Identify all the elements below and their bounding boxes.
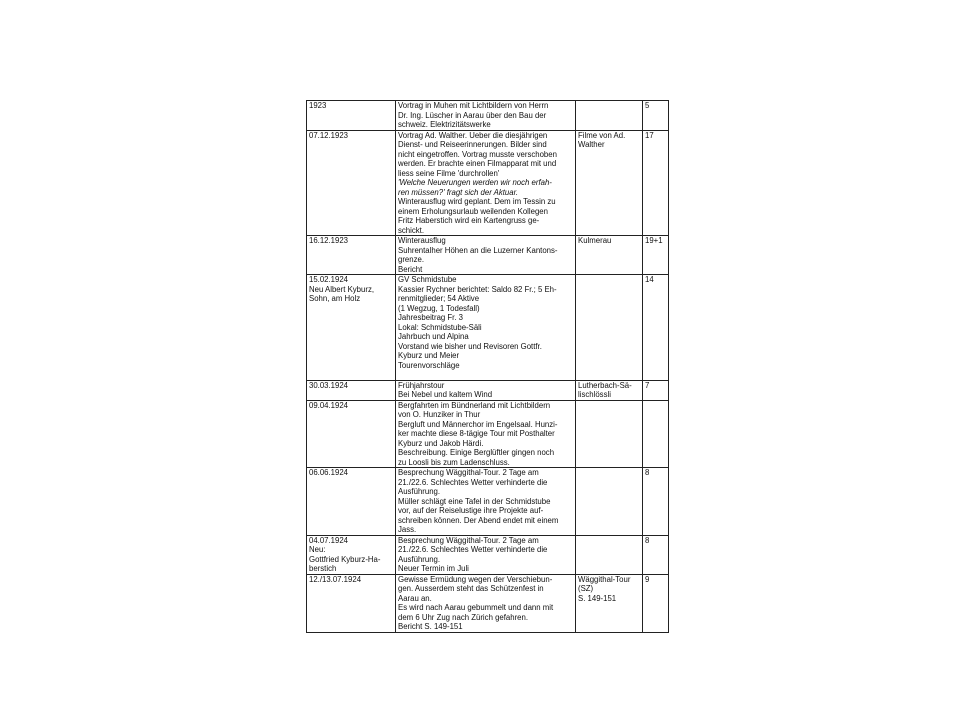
entry-text-line: Winterausflug wird geplant. Dem im Tessin zu <box>398 197 556 206</box>
entry-text-line: nicht eingetroffen. Vortrag musste verschoben <box>398 149 557 159</box>
date-line: 09.04.1924 <box>309 400 349 410</box>
location-line: Lutherbach-Sä- <box>578 380 632 390</box>
date-line: 1923 <box>309 101 327 110</box>
date-line: 16.12.1923 <box>309 236 349 245</box>
entry-text-line: renmitglieder; 54 Aktive <box>398 294 480 303</box>
date-cell <box>307 275 396 381</box>
location-line: Wäggithal-Tour <box>578 574 631 584</box>
entry-text-line: schreiben können. Der Abend endet mit einem <box>398 515 559 525</box>
entry-text-line: werden. Er brachte einen Filmapparat mit und <box>398 159 557 168</box>
date-cell <box>307 101 396 131</box>
page-cell <box>643 574 669 632</box>
entry-text-line: Ausführung. <box>398 487 441 496</box>
date-line: berstich <box>309 564 337 573</box>
entry-text-line: Beschreibung. Einige Berglüftler gingen noch <box>398 448 555 457</box>
entry-text-line: Bergfahrten im Bündnerland mit Lichtbildern <box>398 400 551 410</box>
page-cell <box>643 535 669 574</box>
table-row <box>307 236 669 275</box>
entry-text-cell <box>396 574 576 632</box>
table-row <box>307 400 669 468</box>
entry-text-line: Es wird nach Aarau gebummelt und dann mit <box>398 603 554 612</box>
entry-text-line: Neuer Termin im Juli <box>398 564 469 573</box>
date-cell <box>307 236 396 275</box>
entry-text-line: (1 Wegzug, 1 Todesfall) <box>398 303 480 313</box>
location-cell <box>576 574 643 632</box>
entry-text-line: vor, auf der Reiselustige ihre Projekte auf- <box>398 506 544 515</box>
page-number: 14 <box>645 275 654 284</box>
location-cell <box>576 400 643 468</box>
date-line: Sohn, am Holz <box>309 294 361 303</box>
entry-text-line: Kassier Rychner berichtet: Saldo 82 Fr.; 5 Eh- <box>398 284 557 294</box>
table-row <box>307 468 669 536</box>
entry-text-line: Frühjahrstour <box>398 380 445 390</box>
entry-text-line: ker machte diese 8-tägige Tour mit Posthalter <box>398 429 555 438</box>
entry-text-line: zu Loosli bis zum Ladenschluss. <box>398 457 510 467</box>
entry-text-line: Kyburz und Jakob Härdi. <box>398 438 484 448</box>
page-number: 17 <box>645 130 654 140</box>
entry-text-line: schickt. <box>398 225 424 235</box>
entry-text-line: Jass. <box>398 525 417 534</box>
date-line: 12./13.07.1924 <box>309 574 362 584</box>
location-line: Kulmerau <box>578 236 612 245</box>
entry-text-line: Lokal: Schmidstube-Säli <box>398 322 482 332</box>
page-cell <box>643 380 669 400</box>
page-number: 8 <box>645 468 650 477</box>
entry-text-cell <box>396 130 576 236</box>
table-row <box>307 275 669 381</box>
entry-text-line: Bergluft und Männerchor im Engelsaal. Hunzi- <box>398 419 558 429</box>
entry-text-cell <box>396 468 576 536</box>
location-line: Filme von Ad. <box>578 130 626 140</box>
location-cell <box>576 101 643 131</box>
table-row <box>307 535 669 574</box>
date-line: 07.12.1923 <box>309 130 349 140</box>
date-line: Neu: <box>309 545 326 554</box>
page-number: 19+1 <box>645 236 663 245</box>
entry-text-line: Jahrbuch und Alpina <box>398 332 469 341</box>
entry-text-line: von O. Hunziker in Thur <box>398 410 481 419</box>
chronicle-table-body <box>307 101 669 633</box>
entry-text-line: Aarau an. <box>398 593 432 603</box>
page-number: 9 <box>645 574 650 584</box>
entry-text-line: Dr. Ing. Lüscher in Aarau über den Bau der <box>398 110 547 120</box>
entry-text-line: Besprechung Wäggithal-Tour. 2 Tage am <box>398 535 539 545</box>
entry-text-cell <box>396 236 576 275</box>
table-row <box>307 380 669 400</box>
entry-text-line: Jahresbeitrag Fr. 3 <box>398 313 464 322</box>
page-cell <box>643 275 669 381</box>
page-cell <box>643 468 669 536</box>
table-row <box>307 574 669 632</box>
location-cell <box>576 468 643 536</box>
location-line: S. 149-151 <box>578 593 617 603</box>
entry-text-cell <box>396 380 576 400</box>
date-line: Neu Albert Kyburz, <box>309 284 375 294</box>
entry-text-line: 'Welche Neuerungen werden wir noch erfah- <box>398 178 552 187</box>
entry-text-line: 21./22.6. Schlechtes Wetter verhinderte die <box>398 545 548 554</box>
page-number: 5 <box>645 101 650 110</box>
date-line: 06.06.1924 <box>309 468 349 477</box>
date-line: Gottfried Kyburz-Ha- <box>309 554 381 564</box>
entry-text-line: 21./22.6. Schlechtes Wetter verhinderte die <box>398 477 548 487</box>
entry-text-line: dem 6 Uhr Zug nach Zürich gefahren. <box>398 612 529 622</box>
entry-text-line <box>398 370 573 380</box>
location-line: Walther <box>578 140 605 149</box>
entry-text-line: Vorstand wie bisher und Revisoren Gottfr. <box>398 341 542 351</box>
entry-text-cell <box>396 275 576 381</box>
page-number: 8 <box>645 535 650 545</box>
location-cell <box>576 275 643 381</box>
page-cell <box>643 101 669 131</box>
entry-text-line: Kyburz und Meier <box>398 351 460 360</box>
page-cell <box>643 400 669 468</box>
date-line: 15.02.1924 <box>309 275 349 284</box>
entry-text-line: Gewisse Ermüdung wegen der Verschiebun- <box>398 574 553 584</box>
date-cell <box>307 468 396 536</box>
entry-text-line: Ausführung. <box>398 554 441 564</box>
page-number: 7 <box>645 380 650 390</box>
entry-text-line: ren müssen?' fragt sich der Aktuar. <box>398 187 519 197</box>
table-row <box>307 130 669 236</box>
location-line: lischlössli <box>578 390 611 399</box>
entry-text-line: Winterausflug <box>398 236 446 245</box>
entry-text-line: grenze. <box>398 255 425 264</box>
entry-text-line: Fritz Haberstich wird ein Kartengruss ge- <box>398 216 540 225</box>
entry-text-cell <box>396 101 576 131</box>
entry-text-line: GV Schmidstube <box>398 275 457 284</box>
entry-text-line: Suhrentalher Höhen an die Luzerner Kantons- <box>398 245 558 255</box>
date-cell <box>307 130 396 236</box>
date-line: 04.07.1924 <box>309 535 349 545</box>
page-cell <box>643 236 669 275</box>
entry-text-line: einem Erholungsurlaub weilenden Kollegen <box>398 206 548 216</box>
entry-text-line: gen. Ausserdem steht das Schützenfest in <box>398 584 544 593</box>
entry-text-line: liess seine Filme 'durchrollen' <box>398 168 500 178</box>
entry-text-cell <box>396 535 576 574</box>
location-cell <box>576 236 643 275</box>
chronicle-table <box>306 100 669 633</box>
location-cell <box>576 130 643 236</box>
date-cell <box>307 535 396 574</box>
date-cell <box>307 574 396 632</box>
entry-text-cell <box>396 400 576 468</box>
entry-text-line: Dienst- und Reiseerinnerungen. Bilder sind <box>398 140 547 149</box>
date-line: 30.03.1924 <box>309 380 349 390</box>
entry-text-line: Bericht <box>398 264 423 274</box>
date-cell <box>307 400 396 468</box>
table-row <box>307 101 669 131</box>
location-cell <box>576 380 643 400</box>
entry-text-line: Müller schlägt eine Tafel in der Schmidstube <box>398 496 551 506</box>
entry-text-line: Vortrag in Muhen mit Lichtbildern von Herrn <box>398 101 549 110</box>
entry-text-line: Vortrag Ad. Walther. Ueber die diesjährigen <box>398 130 548 140</box>
entry-text-line: schweiz. Elektrizitätswerke <box>398 120 491 129</box>
location-line: (SZ) <box>578 584 594 593</box>
location-cell <box>576 535 643 574</box>
entry-text-line: Bei Nebel und kaltem Wind <box>398 390 493 399</box>
entry-text-line: Besprechung Wäggithal-Tour. 2 Tage am <box>398 468 539 477</box>
date-cell <box>307 380 396 400</box>
page-cell <box>643 130 669 236</box>
entry-text-line: Bericht S. 149-151 <box>398 622 463 631</box>
entry-text-line: Tourenvorschläge <box>398 360 460 370</box>
